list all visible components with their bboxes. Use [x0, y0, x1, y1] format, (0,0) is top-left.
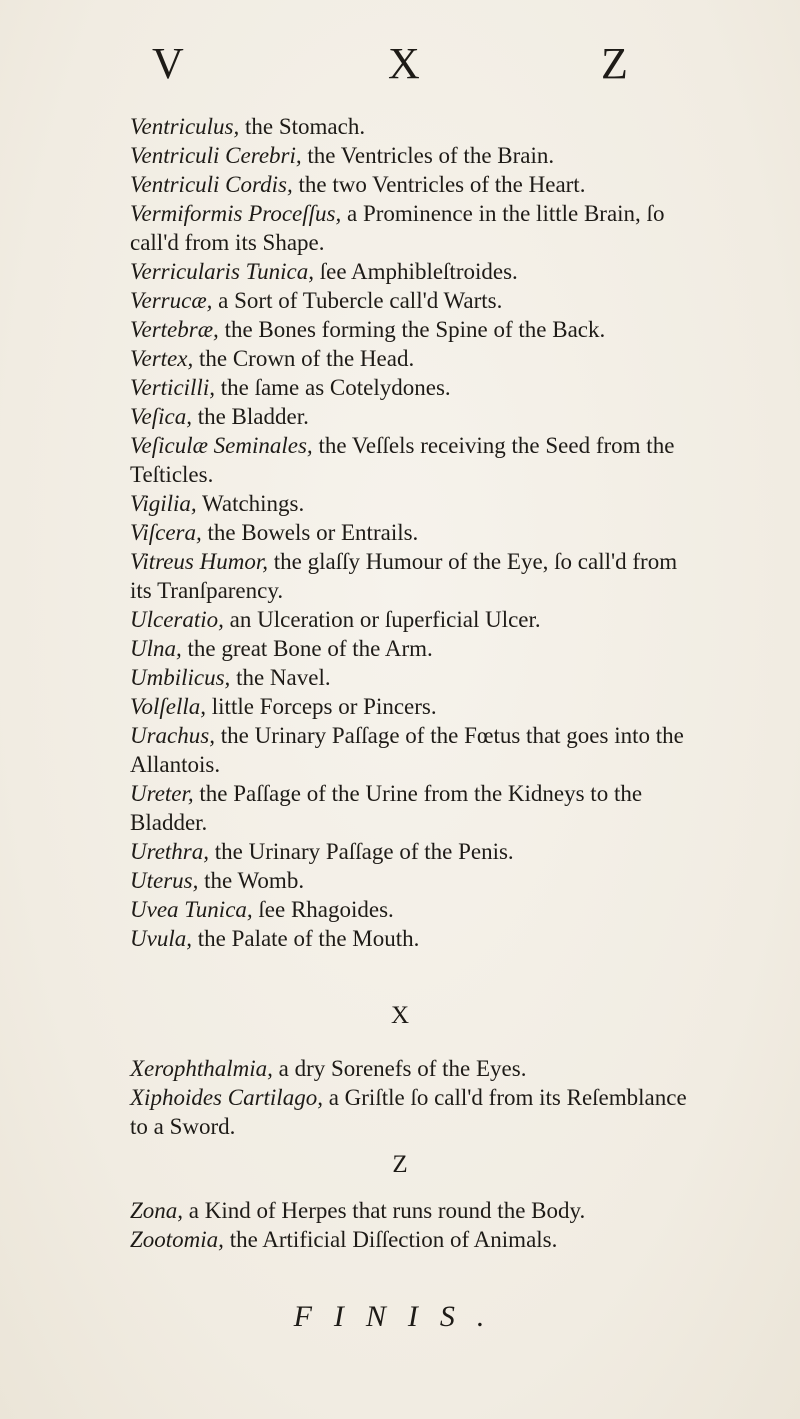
- entry-xiphoides-cartilago: [130, 1083, 770, 1141]
- definition: the Bladder.: [191, 404, 309, 429]
- entry-viscera: [130, 518, 770, 547]
- section-z-list: [130, 1196, 770, 1254]
- entry-vertebrae: [130, 315, 770, 344]
- headword: Zona,: [130, 1198, 184, 1223]
- headword: Urethra,: [130, 839, 210, 864]
- running-head-v: V: [152, 39, 184, 88]
- definition: the ſame as Cotelydones.: [214, 375, 451, 400]
- definition: the Veſſels receiving the Seed from the: [312, 433, 675, 458]
- headword: Volſella,: [130, 694, 207, 719]
- definition: a Prominence in the little Brain, ſo: [341, 201, 665, 226]
- definition: the Crown of the Head.: [193, 346, 415, 371]
- headword: Vitreus Humor,: [130, 549, 268, 574]
- entry-vertex: [130, 344, 770, 373]
- entry-verticilli: [130, 373, 770, 402]
- definition: Watchings.: [196, 491, 305, 516]
- headword: Ventriculi Cerebri,: [130, 143, 302, 168]
- headword: Verricularis Tunica,: [130, 259, 315, 284]
- headword: Zootomia,: [130, 1227, 224, 1252]
- headword: Xerophthalmia,: [130, 1056, 273, 1081]
- headword: Verrucæ,: [130, 288, 213, 313]
- entry-zona: [130, 1196, 770, 1225]
- headword: Vertex,: [130, 346, 194, 371]
- definition: the Paſſage of the Urine from the Kidneys to the: [193, 781, 643, 806]
- definition: ſee Rhagoides.: [252, 897, 394, 922]
- headword: Umbilicus,: [130, 665, 231, 690]
- entry-uvea-tunica: [130, 895, 770, 924]
- headword: Vermiformis Proceſſus,: [130, 201, 342, 226]
- definition: the Artificial Diſſection of Animals.: [223, 1227, 558, 1252]
- definition: the Palate of the Mouth.: [191, 926, 420, 951]
- headword: Uterus,: [130, 868, 199, 893]
- headword: Veſiculæ Seminales,: [130, 433, 313, 458]
- headword: Viſcera,: [130, 520, 202, 545]
- headword: Urachus,: [130, 723, 215, 748]
- entry-ventriculus: [130, 112, 770, 141]
- headword: Ulceratio,: [130, 607, 224, 632]
- entry-uvula: [130, 924, 770, 953]
- entry-verrucae: [130, 286, 770, 315]
- entry-ventriculi-cerebri: [130, 141, 770, 170]
- definition: a dry Sorenefs of the Eyes.: [272, 1056, 527, 1081]
- entry-zootomia: [130, 1225, 770, 1254]
- entry-umbilicus: [130, 663, 770, 692]
- definition-continuation: Allantois.: [130, 752, 221, 777]
- definition: the Womb.: [198, 868, 305, 893]
- definition: a Sort of Tubercle call'd Warts.: [212, 288, 503, 313]
- definition: the two Ventricles of the Heart.: [292, 172, 586, 197]
- entry-vigilia: [130, 489, 770, 518]
- entry-ureter: [130, 779, 770, 837]
- entry-xerophthalmia: [130, 1054, 770, 1083]
- headword: Ventriculus,: [130, 114, 240, 139]
- finis-colophon: FINIS.: [293, 1300, 507, 1333]
- entry-vesiculae-seminales: [130, 431, 770, 489]
- entry-vesica: [130, 402, 770, 431]
- entry-urachus: [130, 721, 770, 779]
- entry-volsella: [130, 692, 770, 721]
- definition: the Ventricles of the Brain.: [301, 143, 555, 168]
- section-heading-x: X: [390, 1002, 410, 1029]
- running-head-x: X: [388, 39, 420, 88]
- entry-ulna: [130, 634, 770, 663]
- definition-continuation: its Tranſparency.: [130, 578, 284, 603]
- definition: the Navel.: [230, 665, 331, 690]
- section-v-list: [130, 112, 770, 953]
- definition: the great Bone of the Arm.: [181, 636, 433, 661]
- section-x-list: [130, 1054, 770, 1141]
- headword: Ventriculi Cordis,: [130, 172, 293, 197]
- definition-continuation: Bladder.: [130, 810, 208, 835]
- headword: Verticilli,: [130, 375, 215, 400]
- definition: the Bones forming the Spine of the Back.: [218, 317, 606, 342]
- definition: the Urinary Paſſage of the Penis.: [209, 839, 514, 864]
- headword: Uvea Tunica,: [130, 897, 253, 922]
- headword: Ureter,: [130, 781, 194, 806]
- definition: the Stomach.: [239, 114, 366, 139]
- running-head: [0, 38, 800, 94]
- entry-vermiformis-processus: [130, 199, 770, 257]
- definition-continuation: to a Sword.: [130, 1114, 236, 1139]
- headword: Uvula,: [130, 926, 192, 951]
- definition: little Forceps or Pincers.: [206, 694, 437, 719]
- entry-verricularis-tunica: [130, 257, 770, 286]
- headword: Ulna,: [130, 636, 182, 661]
- headword: Vertebræ,: [130, 317, 219, 342]
- definition: the Urinary Paſſage of the Fœtus that goes into the: [214, 723, 684, 748]
- section-heading-z: Z: [392, 1151, 408, 1178]
- definition-continuation: Teſticles.: [130, 462, 214, 487]
- headword: Veſica,: [130, 404, 192, 429]
- entry-uterus: [130, 866, 770, 895]
- definition: ſee Amphibleſtroides.: [314, 259, 518, 284]
- definition: the glaſſy Humour of the Eye, ſo call'd from: [268, 549, 678, 574]
- entry-vitreus-humor: [130, 547, 770, 605]
- headword: Xiphoides Cartilago,: [130, 1085, 323, 1110]
- definition-continuation: call'd from its Shape.: [130, 230, 325, 255]
- definition: an Ulceration or ſuperficial Ulcer.: [223, 607, 541, 632]
- running-head-z: Z: [601, 39, 628, 88]
- definition: a Griſtle ſo call'd from its Reſemblance: [322, 1085, 687, 1110]
- entry-ventriculi-cordis: [130, 170, 770, 199]
- definition: a Kind of Herpes that runs round the Body.: [183, 1198, 586, 1223]
- entry-urethra: [130, 837, 770, 866]
- entry-ulceratio: [130, 605, 770, 634]
- definition: the Bowels or Entrails.: [201, 520, 419, 545]
- headword: Vigilia,: [130, 491, 197, 516]
